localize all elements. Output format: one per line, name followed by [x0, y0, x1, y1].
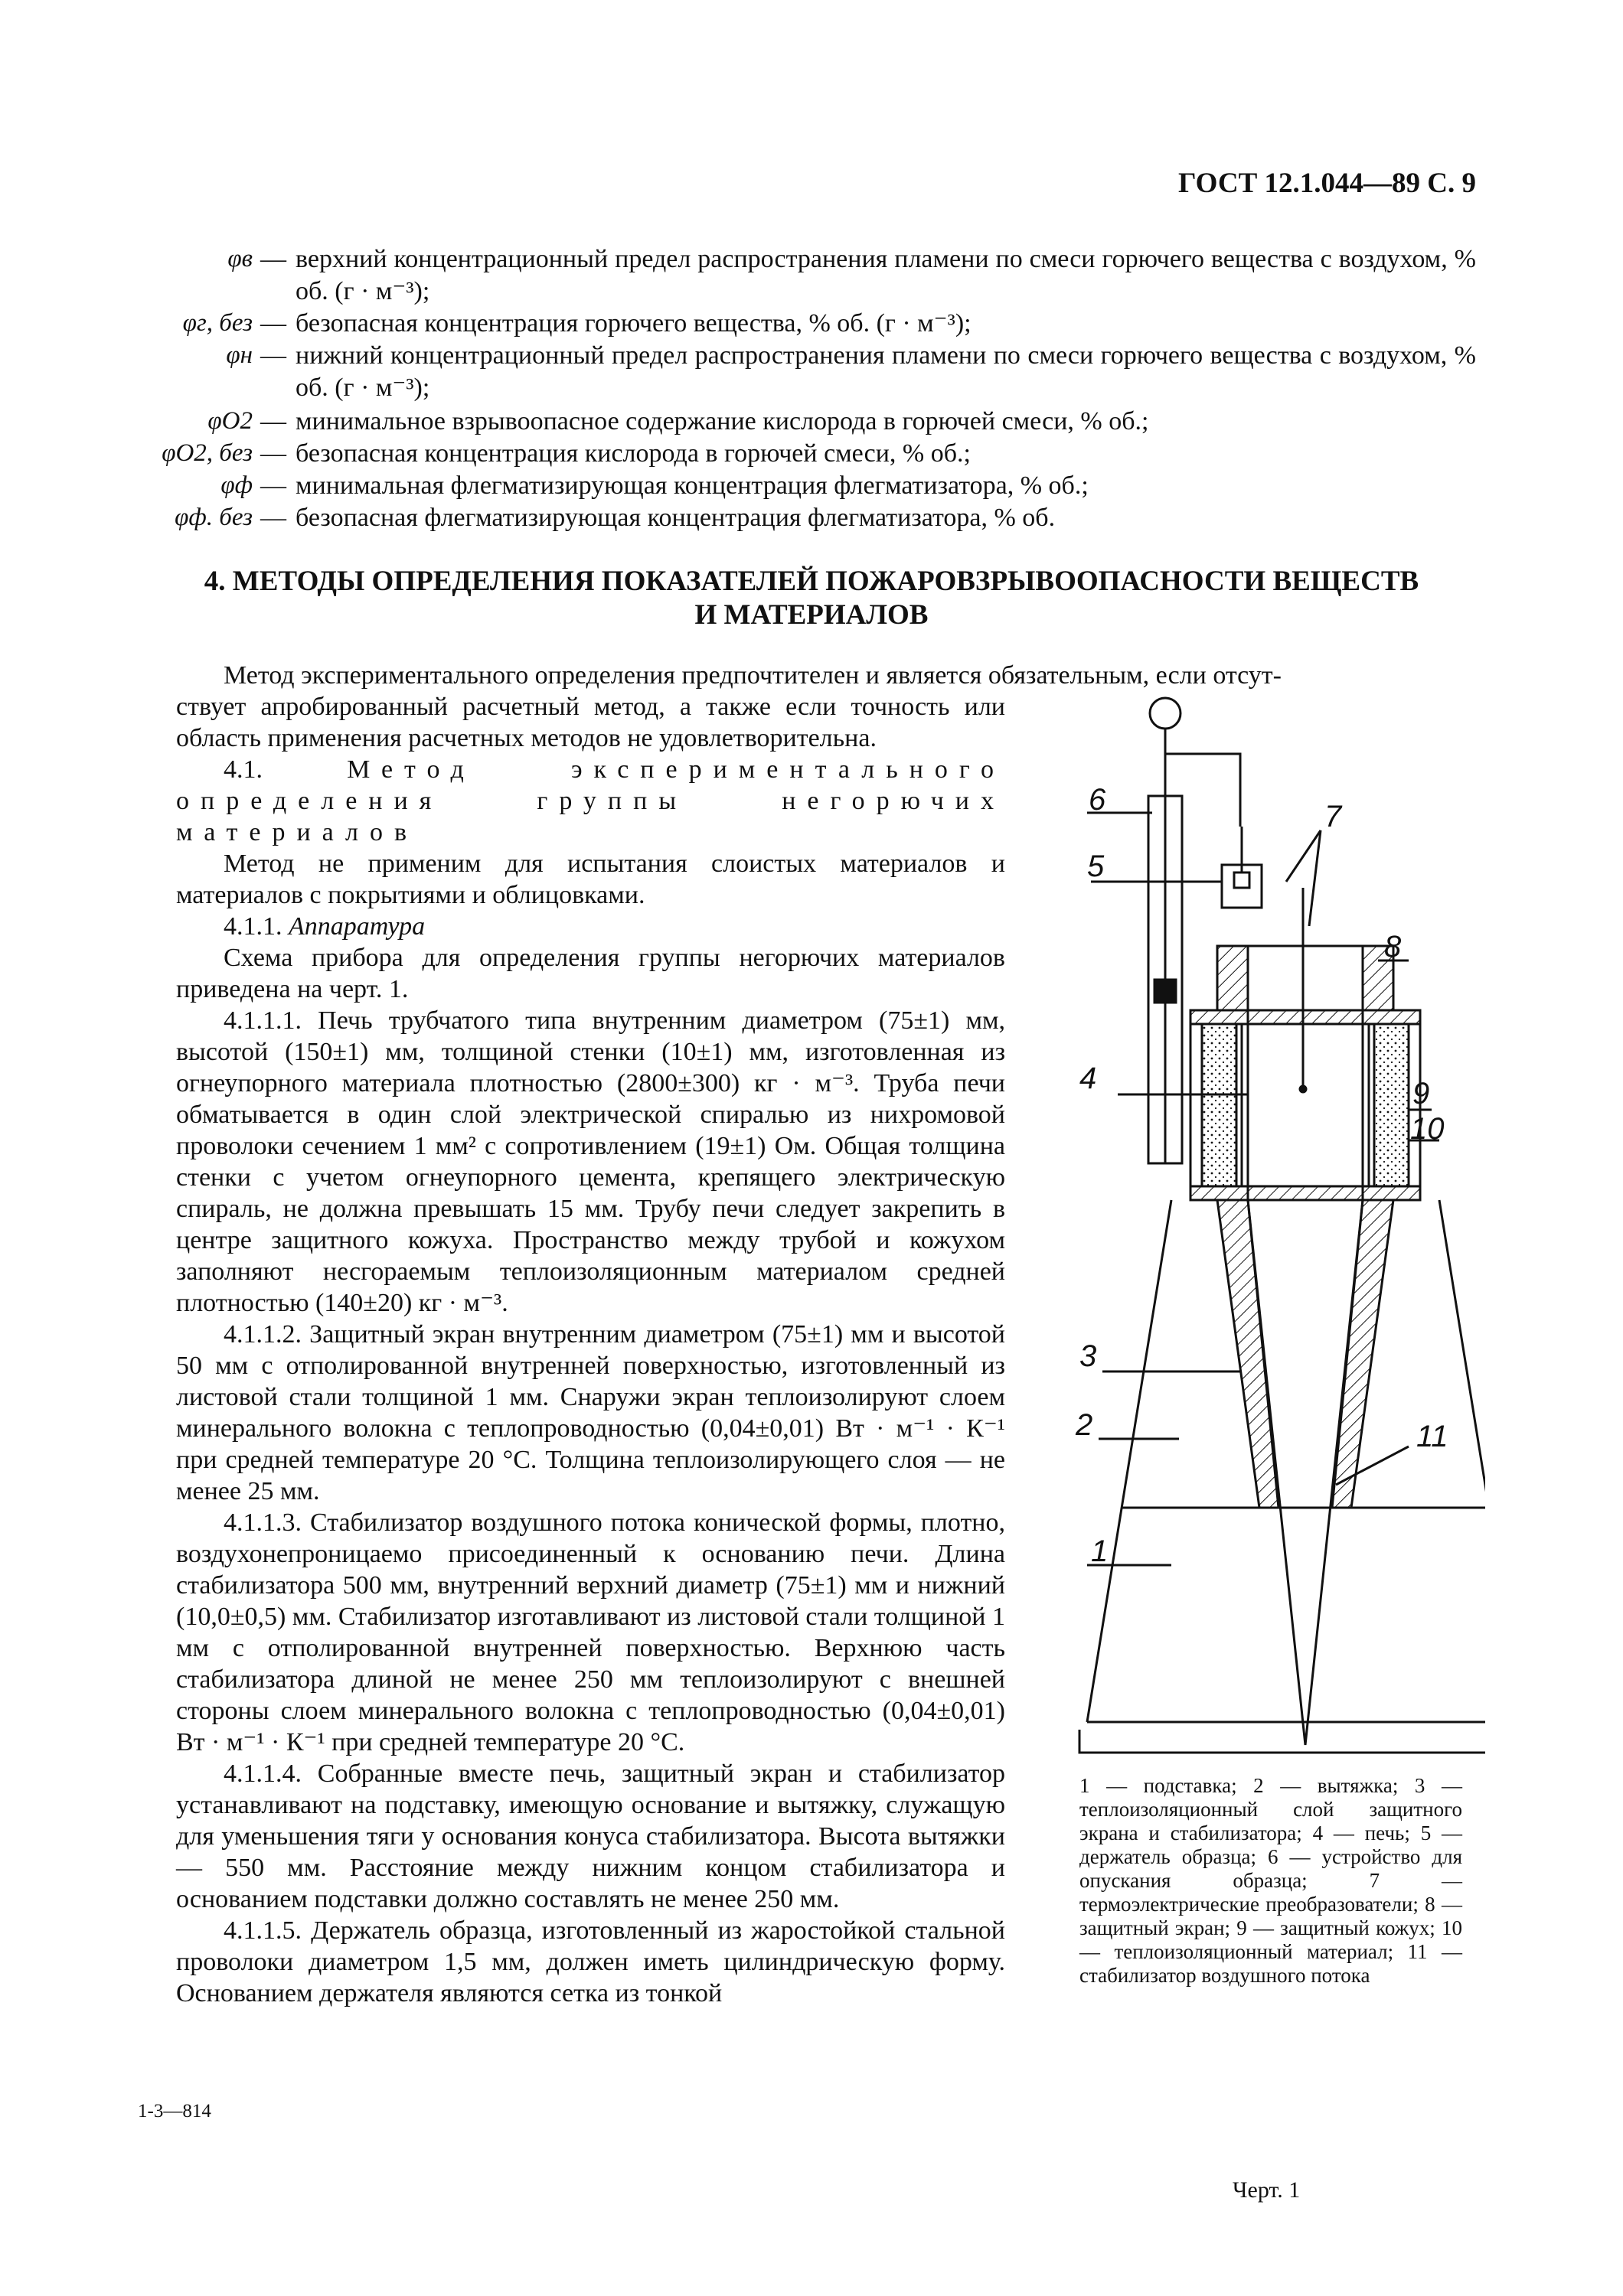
footer-code: 1-3—814	[138, 2101, 211, 2122]
paragraph-4-1-1-2: 4.1.1.2. Защитный экран внутренним диаметром (75±1) мм и высотой 50 мм с отполированной внутренней поверхностью, изготовленный из листовой стали толщиной 1 мм. Снаружи экран теплоизолируют слоем минерального волокна с теплопроводностью (0,04±0,01) Вт · м⁻¹ · К⁻¹ при средней температуре 20 °С. Толщина теплоизолирующего слоя — не менее 25 мм.	[176, 1320, 1005, 1505]
paragraph-4-1-1-1: 4.1.1.1. Печь трубчатого типа внутренним диаметром (75±1) мм, высотой (150±1) мм, толщиной стенки (10±1) мм, изготовленная из огнеупорного материала плотностью (2800±300) кг · м⁻³. Труба печи обматывается в один слой электрической спиралью из нихромовой проволоки сечением 1 мм² с сопротивлением (19±1) Ом. Общая толщина стенки с учетом огнеупорного цемента, крепящего электрическую спираль, не должна превышать 15 мм. Трубу печи следует закрепить в центре защитного кожуха. Пространство между трубой и кожухом заполняют несгораемым теплоизоляционным материалом средней плотностью (140±20) кг · м⁻³.	[176, 1006, 1005, 1317]
method-note: Метод не применим для испытания слоистых материалов и материалов с покрытиями и облицовками.	[176, 850, 1005, 909]
stand-right	[1439, 1200, 1485, 1722]
label-5: 5	[1087, 850, 1105, 883]
section-title-line2: И МАТЕРИАЛОВ	[694, 599, 929, 631]
lowering-arm	[1165, 754, 1240, 827]
symbol: φф. без	[175, 504, 253, 531]
method-heading	[176, 754, 1005, 848]
paragraph-4-1-1-4: 4.1.1.4. Собранные вместе печь, защитный экран и стабилизатор устанавливают на подставку, имеющую основание и вытяжку, служащую для уменьшения тяги у основания конуса стабилизатора. Высота вытяжки — 550 мм. Расстояние между нижним концом стабилизатора и основанием подставки должно составлять не менее 250 мм.	[176, 1760, 1005, 1913]
section-title-line1: 4. МЕТОДЫ ОПРЕДЕЛЕНИЯ ПОКАЗАТЕЛЕЙ ПОЖАРОВЗРЫВООПАСНОСТИ ВЕЩЕСТВ	[204, 566, 1419, 597]
label-1: 1	[1091, 1534, 1109, 1568]
symbol: φO2, без	[162, 439, 253, 467]
paragraph-4-1-1-5: 4.1.1.5. Держатель образца, изготовленный из жаростойкой стальной проволоки диаметром 1,5 мм, должен иметь цилиндрическую форму. Основанием держателя являются сетка из тонкой	[176, 1916, 1005, 2007]
dash: —	[260, 245, 286, 273]
insulation-left	[1202, 1024, 1236, 1186]
definition-text: верхний концентрационный предел распространения пламени по смеси горючего вещества с воздухом, % об. (г · м⁻³);	[296, 245, 1476, 305]
dash: —	[260, 439, 286, 468]
symbol: φн	[226, 341, 253, 369]
label-8: 8	[1384, 930, 1402, 964]
dash: —	[260, 504, 286, 532]
definition-text: минимальная флегматизирующая концентрация флегматизатора, % об.;	[296, 471, 1089, 500]
dash: —	[260, 407, 286, 435]
definition-text: безопасная концентрация кислорода в горючей смеси, % об.;	[296, 439, 971, 468]
symbol: φг, без	[182, 309, 253, 337]
label-9: 9	[1412, 1077, 1430, 1110]
symbol: φф	[220, 471, 253, 499]
subsection-title: Аппаратура	[289, 912, 426, 941]
stabilizer-insulation-left	[1217, 1200, 1278, 1508]
stand-left	[1087, 1200, 1171, 1722]
method-number: 4.1.	[224, 755, 263, 784]
figure-title: Черт. 1	[1233, 2177, 1301, 2203]
label-11: 11	[1416, 1420, 1448, 1453]
label-10: 10	[1410, 1112, 1445, 1146]
label-2: 2	[1076, 1408, 1093, 1442]
intro-rest: ствует апробированный расчетный метод, а также если точность или область применения расчетных методов не удовлетворительна.	[176, 693, 1005, 752]
page-header: ГОСТ 12.1.044—89 С. 9	[1178, 168, 1476, 199]
subsection-number: 4.1.1.	[224, 912, 282, 941]
dash: —	[260, 309, 286, 338]
label-7: 7	[1324, 800, 1342, 833]
definition-text: нижний концентрационный предел распространения пламени по смеси горючего вещества с воздухом, % об. (г · м⁻³);	[296, 341, 1476, 402]
text-column	[176, 691, 1005, 2009]
paragraph-4-1-1-3: 4.1.1.3. Стабилизатор воздушного потока конической формы, плотно, воздухонепроницаемо присоединенный к основанию печи. Длина стабилизатора 500 мм, внутренний верхний диаметр (75±1) мм и нижний (10,0±0,5) мм. Стабилизатор изготавливают из листовой стали толщиной 1 мм с отполированной внутренней поверхностью. Верхнюю часть стабилизатора длиной не менее 250 мм теплоизолируют с внешней стороны слоем минерального волокна с теплопроводностью (0,04±0,01) Вт · м⁻¹ · К⁻¹ при средней температуре 20 °С.	[176, 1508, 1005, 1756]
symbol: φв	[227, 245, 253, 272]
handle-knob	[1150, 698, 1181, 729]
subsection-heading	[176, 911, 1005, 942]
label-4: 4	[1079, 1062, 1097, 1095]
apparatus-drawing	[1056, 681, 1485, 1768]
stabilizer-insulation-right	[1332, 1200, 1393, 1508]
scheme-paragraph: Схема прибора для определения группы негорючих материалов приведена на черт. 1.	[176, 944, 1005, 1003]
definition-text: безопасная флегматизирующая концентрация флегматизатора, % об.	[296, 504, 1056, 532]
intro-line: Метод экспериментального определения предпочтителен и является обязательным, если отсут-	[224, 661, 1282, 690]
dash: —	[260, 341, 286, 370]
symbol: φO2	[207, 407, 253, 435]
section-title	[130, 565, 1493, 632]
insulation-right	[1374, 1024, 1409, 1186]
label-6: 6	[1089, 783, 1106, 817]
label-3: 3	[1079, 1339, 1097, 1373]
dash: —	[260, 471, 286, 500]
definition-text: минимальное взрывоопасное содержание кислорода в горючей смеси, % об.;	[296, 407, 1149, 435]
stand-base	[1079, 1730, 1485, 1753]
method-title: Метод экспериментального определения группы негорючих материалов	[176, 755, 1006, 846]
definition-text: безопасная концентрация горючего вещества, % об. (г · м⁻³);	[296, 309, 972, 338]
figure-caption: 1 — подставка; 2 — вытяжка; 3 — теплоизоляционный слой защитного экрана и стабилизатора; 4 — печь; 5 — держатель образца; 6 — устройство для опускания образца; 7 — термоэлектрические преобразователи; 8 — защитный экран; 9 — защитный кожух; 10 — теплоизоляционный материал; 11 — стабилизатор воздушного потока	[1079, 1774, 1462, 1987]
